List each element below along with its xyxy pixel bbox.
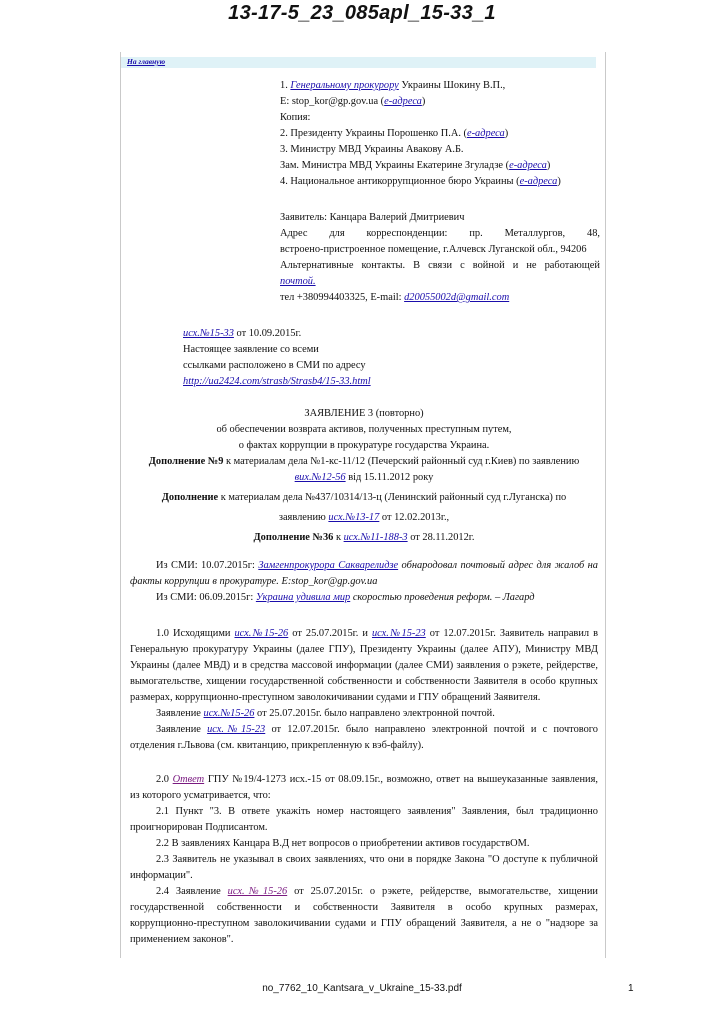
recipient-3b: Зам. Министра МВД Украины Екатерине Згуладзе (e-адреса) xyxy=(280,160,551,171)
applicant-email-link[interactable]: d20055002d@gmail.com xyxy=(404,292,510,303)
mail-link[interactable]: почтой. xyxy=(280,276,316,287)
document-title: 13-17-5_23_085apl_15-33_1 xyxy=(228,2,496,24)
ref-15-23-link[interactable]: исх.№15-23 xyxy=(371,628,426,639)
applicant-contact: тел +380994403325, E-mail: d20055002d@gmail.com xyxy=(280,292,510,303)
media-2-link[interactable]: Украина удивила мир xyxy=(255,592,351,603)
footer-filename: no_7762_10_Kantsara_v_Ukraine_15-33.pdf xyxy=(262,983,462,994)
addendum-9: Дополнение №9 к материалам дела №1-кс-11/12 (Печерский районный суд г.Киев) по заявлению xyxy=(148,456,580,467)
section-1: 1.0 Исходящими исх.№15-26 от 25.07.2015г. и исх.№15-23 от 12.07.2015г. Заявитель направил в Генеральную прокуратуру Украины (далее ГПУ), Президенту Украины (далее АПУ), Министру МВД Украины (далее МВД) и в средства массовой информации (далее СМИ) заявления о рэкете, рейдерстве, вымогательстве, хищении государственной собственности и собственности Заявителя в особо крупных размерах, коррупционно-преступном заволокичивании судами и ГПУ обращений Заявителя. Заявление исх.№15-26 от 25.07.2015г. было направлено электронной почтой. Заявление исх.№15-23 от 12.07.2015г. было направлено электронной почтой и с почтового отделения г.Львова (см. квитанцию, прикрепленную к вэб-файлу). xyxy=(130,628,599,751)
media-1-line-2: факты коррупции в прокуратуре. E:stop_kor@gp.gov.ua xyxy=(130,576,378,587)
outgoing-note-1: Настоящее заявление со всеми xyxy=(183,344,319,355)
applicant-address-2: встроено-пристроенное помещение, г.Алчевск Луганской обл., 94206 xyxy=(280,244,587,255)
ref-15-23-link-2[interactable]: исх.№15-23 xyxy=(207,724,266,735)
statement-subtitle-2: о фактах коррупции в прокуратуре государства Украина. xyxy=(238,440,490,451)
recipients-block xyxy=(280,78,602,190)
deputy-minister-email-link[interactable]: e-адреса xyxy=(509,160,547,171)
page-number: 1 xyxy=(628,983,634,994)
addendum-link[interactable]: исх.№13-17 xyxy=(328,512,380,523)
outgoing-ref-link[interactable]: исх.№15-33 xyxy=(183,328,234,339)
statement-heading: ЗАЯВЛЕНИЕ 3 (повторно) об обеспечении возврата активов, полученных преступным путем, о фактах коррупции в прокуратуре государства Украина. Дополнение №9 к материалам дела №1-кс-11/12 (Печерский районный суд г.Киев) по заявлению вих.№12-56 від 15.11.2012 року Дополнение к материалам дела №437/10314/13-ц (Ленинский районный суд г.Луганска) по заявлению исх.№13-17 от 12.02.2013г., Дополнение №36 к исх.№11-188-3 от 28.11.2012г. xyxy=(130,406,598,546)
media-block: Из СМИ: 10.07.2015г: Замгенпрокурора Сакварелидзе обнародовал почтовый адрес для жалоб на факты коррупции в прокуратуре. E:stop_kor@gp.gov.ua Из СМИ: 06.09.2015г: Украина удивила мир скоростью проведения реформ. – Лагард xyxy=(130,560,598,603)
recipient-4: 4. Национальное антикоррупционное бюро Украины (e-адреса) xyxy=(280,176,561,187)
recipient-3: 3. Министру МВД Украины Авакову А.Б. xyxy=(280,144,464,155)
outgoing-note-2: ссылками расположено в СМИ по адресу xyxy=(183,360,366,371)
section-2: 2.0 Ответ ГПУ №19/4-1273 исх.-15 от 08.09.15г., возможно, ответ на вышеуказанные заявления, из которого усматривается, что: 2.1 Пункт "3. В ответе укажіть номер настоящего заявления" Заявления, был традиционно проигнорирован Подписантом. 2.2 В заявлениях Канцара В.Д нет вопросов о приобретении активов государствОМ. 2.3 Заявитель не указывал в своих заявлениях, что они в порядке Закона "О доступе к публичной информации". 2.4 Заявление исх.№15-26 от 25.07.2015г. о рэкете, рейдерстве, вымогательстве, хищении государственной собственности и собственности Заявителя в особо крупных размерах, коррупционно-преступном заволокичивании судами и ГПУ обращений Заявителя, а не о "надзоре за применением законов". xyxy=(130,774,598,945)
outgoing-block: исх.№15-33 от 10.09.2015г. Настоящее заявление со всеми ссылками расположено в СМИ по адресу http://ua2424.com/strasb/Strasb4/15-33.html xyxy=(183,326,483,390)
alt-contacts: Альтернативные контакты. В связи с войной и не работающей xyxy=(280,260,600,271)
prosecutor-link[interactable]: Генеральному прокурору xyxy=(290,80,399,91)
copy-label: Копия: xyxy=(280,112,311,123)
recipient-1: 1. Генеральному прокурору Украины Шокину В.П., xyxy=(280,80,506,91)
recipient-2: 2. Президенту Украины Порошенко П.А. (e-адреса) xyxy=(280,128,509,139)
nabu-email-link[interactable]: e-адреса xyxy=(519,176,558,187)
president-email-link[interactable]: e-адреса xyxy=(466,128,505,139)
media-1-link[interactable]: Замгенпрокурора Сакварелидзе xyxy=(258,560,399,571)
applicant-block xyxy=(280,210,600,306)
applicant-address-1: Адрес для корреспонденции: пр. Металлургов, 48, xyxy=(280,228,600,239)
email-address-link[interactable]: e-адреса xyxy=(384,96,422,107)
nav-bar xyxy=(121,57,596,68)
statement-title: ЗАЯВЛЕНИЕ 3 (повторно) xyxy=(304,408,424,419)
addendum-36-link[interactable]: исх.№11-188-3 xyxy=(343,532,408,543)
ref-15-26-link-3[interactable]: исх.№15-26 xyxy=(227,886,288,897)
addendum-36: Дополнение №36 к исх.№11-188-3 от 28.11.2012г. xyxy=(253,532,475,543)
statement-subtitle-1: об обеспечении возврата активов, полученных преступным путем, xyxy=(216,424,512,435)
addendum: Дополнение к материалам дела №437/10314/13-ц (Ленинский районный суд г.Луганска) по xyxy=(161,492,567,503)
media-url-link[interactable]: http://ua2424.com/strasb/Strasb4/15-33.html xyxy=(183,376,371,387)
applicant-name: Заявитель: Канцара Валерий Дмитриевич xyxy=(280,212,465,223)
home-link[interactable]: На главную xyxy=(127,57,166,66)
answer-link[interactable]: Ответ xyxy=(172,774,205,785)
recipient-1-email: E: stop_kor@gp.gov.ua (e-адреса) xyxy=(280,96,426,107)
addendum-9-link[interactable]: вих.№12-56 xyxy=(294,472,346,483)
ref-15-26-link[interactable]: исх.№15-26 xyxy=(234,628,289,639)
ref-15-26-link-2[interactable]: исх.№15-26 xyxy=(203,708,255,719)
